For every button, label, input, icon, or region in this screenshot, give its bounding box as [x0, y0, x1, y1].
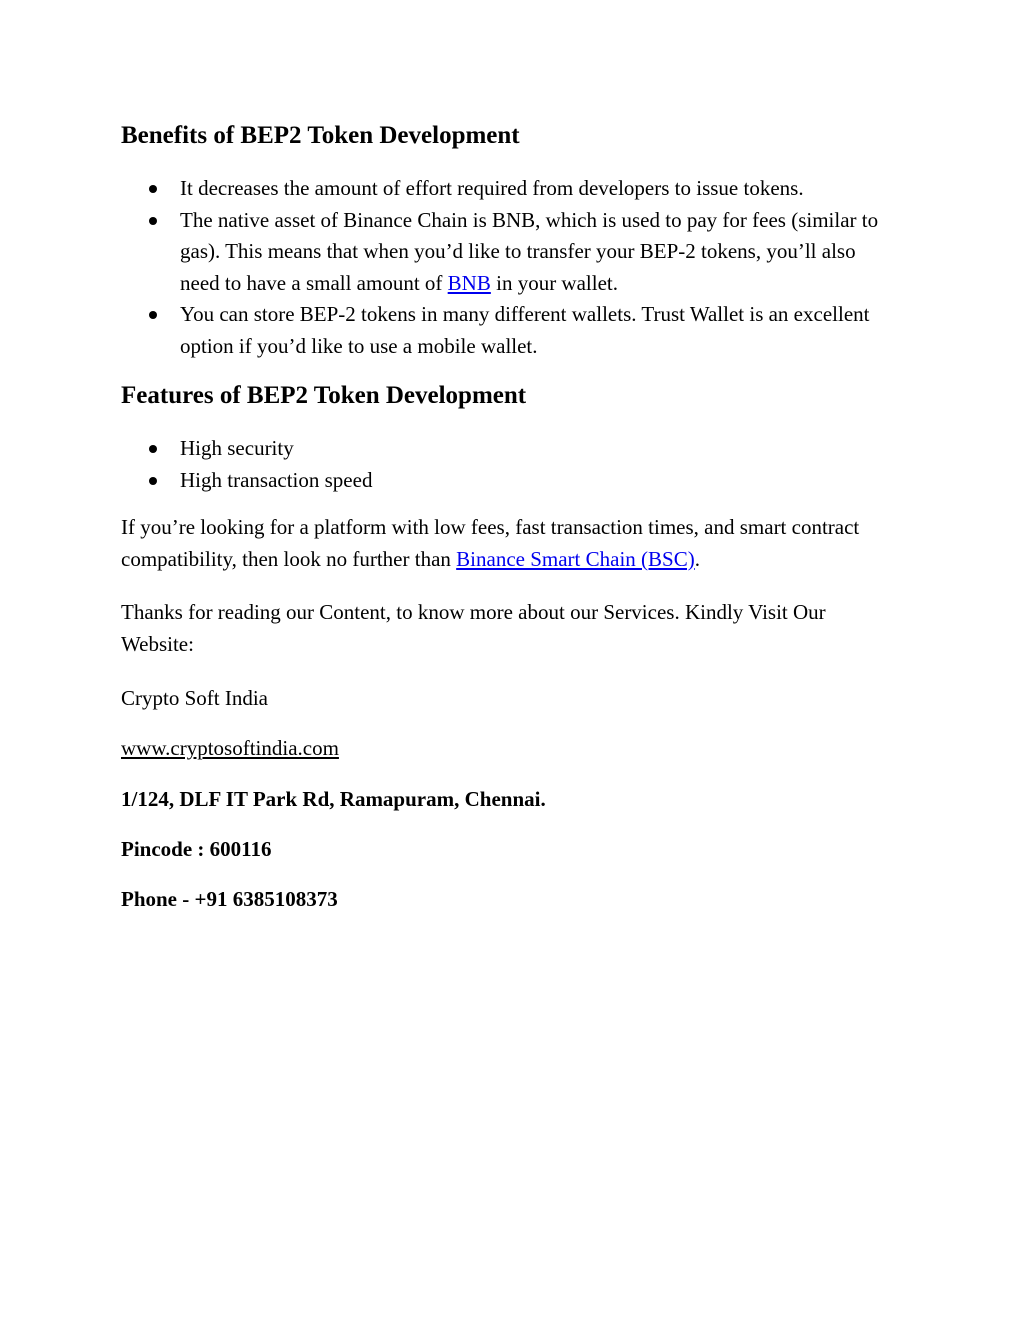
website-paragraph [121, 733, 881, 765]
benefits-list [121, 173, 881, 362]
website-link[interactable]: www.cryptosoftindia.com [121, 736, 339, 760]
feature-text: High security [180, 436, 294, 460]
bullet-icon [149, 311, 157, 319]
benefit-text: The native asset of Binance Chain is BNB, which is used to pay for fees (similar to gas). This means that when you’d like to transfer your BEP-2 tokens, you’ll also need to have a small amount of [180, 207, 879, 295]
bullet-icon [149, 445, 157, 453]
thanks-paragraph: Thanks for reading our Content, to know more about our Services. Kindly Visit Our Website: [121, 600, 826, 656]
company-name: Crypto Soft India [121, 686, 268, 710]
list-item [121, 433, 881, 465]
pincode-line: Pincode : 600116 [121, 837, 272, 861]
bullet-icon [149, 185, 157, 193]
list-item [121, 299, 881, 362]
features-heading: Features of BEP2 Token Development [121, 382, 527, 409]
features-list [121, 433, 881, 496]
bsc-link[interactable]: Binance Smart Chain (BSC) [456, 546, 695, 571]
list-item [121, 205, 881, 300]
phone-line: Phone - +91 6385108373 [121, 887, 338, 911]
address-line: 1/124, DLF IT Park Rd, Ramapuram, Chennai. [121, 787, 546, 811]
benefit-text-tail: in your wallet. [490, 270, 618, 295]
bsc-paragraph [121, 512, 881, 575]
bnb-link[interactable]: BNB [447, 270, 491, 295]
benefit-text: You can store BEP-2 tokens in many different wallets. Trust Wallet is an excellent option if you’d like to use a mobile wallet. [180, 302, 870, 358]
bsc-text-tail: . [694, 546, 700, 571]
benefit-text: It decreases the amount of effort required from developers to issue tokens. [180, 176, 804, 200]
list-item [121, 173, 881, 205]
bsc-text: If you’re looking for a platform with low fees, fast transaction times, and smart contract compatibility, then look no further than [121, 515, 860, 571]
benefits-heading: Benefits of BEP2 Token Development [121, 122, 520, 149]
bullet-icon [149, 217, 157, 225]
bullet-icon [149, 477, 157, 485]
feature-text: High transaction speed [180, 467, 373, 492]
list-item [121, 465, 881, 497]
